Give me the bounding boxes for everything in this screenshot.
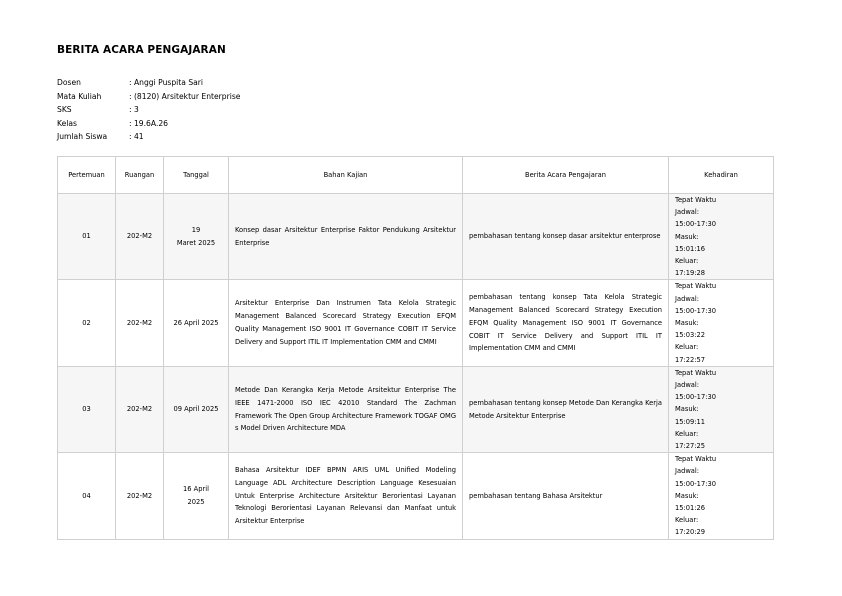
info-value: : 3 xyxy=(129,105,139,114)
header-tanggal: Tanggal xyxy=(164,157,229,194)
schedule-label: Jadwal: xyxy=(675,208,699,217)
info-row-sks xyxy=(57,103,240,117)
cell-berita-acara: pembahasan tentang Bahasa Arsitektur xyxy=(463,453,669,539)
info-value: : (8120) Arsitektur Enterprise xyxy=(129,91,241,101)
cell-bahan-kajian: Metode Dan Kerangka Kerja Metode Arsitektur Enterprise The IEEE 1471-2000 ISO IEC 42010 Standard The Zachman Framework The Open Group Architecture Framework TOGAF OMG s Model Driven Architecture MDA xyxy=(229,366,463,452)
cell-kehadiran xyxy=(669,366,774,452)
cell-berita-acara: pembahasan tentang konsep Metode Dan Kerangka Kerja Metode Arsitektur Enterprise xyxy=(463,366,669,452)
cell-berita-acara: pembahasan tentang konsep dasar arsitektur enterprose xyxy=(463,194,669,280)
cell-kehadiran xyxy=(669,194,774,280)
header-ruangan: Ruangan xyxy=(116,157,164,194)
info-value: : Anggi Puspita Sari xyxy=(129,78,204,87)
table-row xyxy=(58,280,774,366)
cell-ruangan: 202-M2 xyxy=(116,280,164,366)
attendance-status: Tepat Waktu xyxy=(675,455,717,464)
cell-tanggal xyxy=(164,453,229,539)
table-row xyxy=(58,194,774,280)
cell-tanggal xyxy=(164,366,229,452)
cell-tanggal xyxy=(164,280,229,366)
page-title: BERITA ACARA PENGAJARAN xyxy=(57,44,226,56)
info-label: Mata Kuliah xyxy=(57,91,102,101)
cell-ruangan: 202-M2 xyxy=(116,453,164,539)
table-row xyxy=(58,453,774,539)
cell-bahan-kajian: Arsitektur Enterprise Dan Instrumen Tata Kelola Strategic Management Balanced Scorecard Strategy Execution EFQM Quality Management ISO 9001 IT Governance COBIT IT Service Delivery and Support ITIL IT Implementation CMM and CMMI xyxy=(229,280,463,366)
cell-bahan-kajian: Bahasa Arsitektur IDEF BPMN ARIS UML Unified Modeling Language ADL Architecture Description Language Kesesuaian Untuk Enterprise Architecture Arsitektur Berorientasi Layanan Teknologi Berorientasi Layanan Relevansi dan Manfaat untuk Arsitektur Enterprise xyxy=(229,453,463,539)
attendance-status: Tepat Waktu xyxy=(675,368,717,377)
info-row-jumlah-siswa xyxy=(57,130,240,144)
tanggal-line: 2025 xyxy=(187,497,205,506)
schedule-value: 15:00-17:30 xyxy=(675,479,716,488)
header-kehadiran: Kehadiran xyxy=(669,157,774,194)
cell-berita-acara: pembahasan tentang konsep Tata Kelola Strategic Management Balanced Scorecard Strategy Execution EFQM Quality Management ISO 9001 IT Governance COBIT IT Service Delivery and Support ITIL IT Implementation CMM and CMMI xyxy=(463,280,669,366)
header-berita-acara: Berita Acara Pengajaran xyxy=(463,157,669,194)
info-value: : 41 xyxy=(129,132,144,141)
info-row-dosen xyxy=(57,76,240,90)
check-out-label: Keluar: xyxy=(675,257,699,266)
cell-pertemuan: 04 xyxy=(58,453,116,539)
check-in-value: 15:01:26 xyxy=(675,504,706,513)
course-info xyxy=(57,76,240,144)
info-value: : 19.6A.26 xyxy=(129,118,169,128)
schedule-value: 15:00-17:30 xyxy=(675,220,716,229)
tanggal-line: Maret 2025 xyxy=(176,238,216,247)
check-in-label: Masuk: xyxy=(675,319,699,328)
teaching-record-table xyxy=(57,156,774,540)
check-in-value: 15:01:16 xyxy=(675,244,706,253)
check-out-value: 17:20:29 xyxy=(675,528,706,537)
cell-tanggal xyxy=(164,194,229,280)
check-in-label: Masuk: xyxy=(675,491,699,500)
cell-pertemuan: 01 xyxy=(58,194,116,280)
header-pertemuan: Pertemuan xyxy=(58,157,116,194)
tanggal-line: 26 April 2025 xyxy=(173,318,219,327)
schedule-label: Jadwal: xyxy=(675,294,699,303)
table-header-row xyxy=(58,157,774,194)
attendance-status: Tepat Waktu xyxy=(675,196,717,204)
info-label: Jumlah Siswa xyxy=(57,132,108,141)
schedule-value: 15:00-17:30 xyxy=(675,393,716,402)
tanggal-line: 19 xyxy=(191,225,201,234)
check-in-label: Masuk: xyxy=(675,232,699,241)
info-label: Kelas xyxy=(57,118,77,128)
cell-kehadiran xyxy=(669,280,774,366)
cell-ruangan: 202-M2 xyxy=(116,194,164,280)
check-out-label: Keluar: xyxy=(675,429,699,438)
cell-bahan-kajian: Konsep dasar Arsitektur Enterprise Faktor Pendukung Arsitektur Enterprise xyxy=(229,194,463,280)
check-out-value: 17:19:28 xyxy=(675,269,706,278)
check-in-label: Masuk: xyxy=(675,405,699,414)
cell-pertemuan: 02 xyxy=(58,280,116,366)
check-in-value: 15:03:22 xyxy=(675,331,706,340)
tanggal-line: 16 April xyxy=(183,485,209,494)
check-out-value: 17:22:57 xyxy=(675,355,706,364)
tanggal-line: 09 April 2025 xyxy=(173,405,219,414)
cell-pertemuan: 03 xyxy=(58,366,116,452)
attendance-status: Tepat Waktu xyxy=(675,282,717,291)
check-out-label: Keluar: xyxy=(675,516,699,525)
schedule-label: Jadwal: xyxy=(675,467,699,476)
info-row-kelas xyxy=(57,117,240,131)
cell-kehadiran xyxy=(669,453,774,539)
check-in-value: 15:09:11 xyxy=(675,417,706,426)
header-bahan-kajian: Bahan Kajian xyxy=(229,157,463,194)
check-out-label: Keluar: xyxy=(675,343,699,352)
info-label: SKS xyxy=(57,105,72,114)
table-row xyxy=(58,366,774,452)
schedule-label: Jadwal: xyxy=(675,381,699,390)
info-label: Dosen xyxy=(57,78,81,87)
schedule-value: 15:00-17:30 xyxy=(675,306,716,315)
check-out-value: 17:27:25 xyxy=(675,442,706,451)
info-row-mata-kuliah xyxy=(57,90,240,104)
cell-ruangan: 202-M2 xyxy=(116,366,164,452)
